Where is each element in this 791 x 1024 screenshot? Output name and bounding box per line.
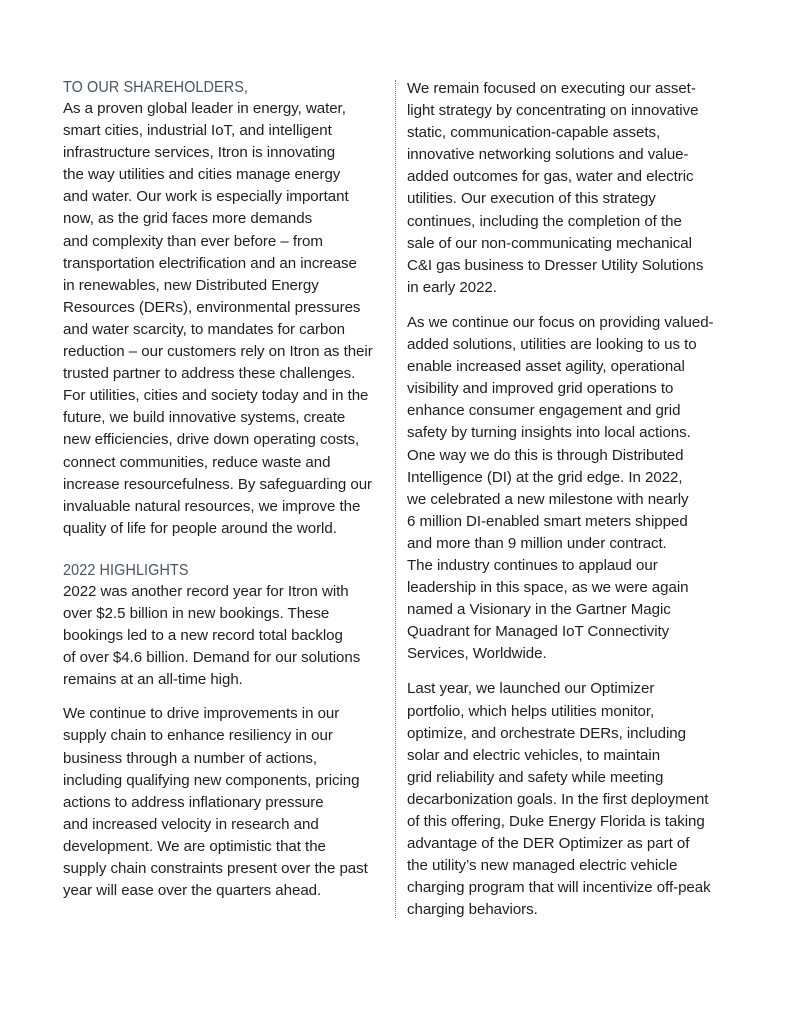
text-line: smart cities, industrial IoT, and intelligent bbox=[63, 122, 332, 140]
strategy-paragraph bbox=[407, 78, 732, 299]
text-line: and water scarcity, to mandates for carbon bbox=[63, 320, 346, 338]
text-line: enable increased asset agility, operational bbox=[407, 358, 685, 376]
optimizer-paragraph bbox=[407, 678, 732, 921]
text-line: increase resourcefulness. By safeguarding our bbox=[63, 475, 373, 493]
text-line: solar and electric vehicles, to maintain bbox=[407, 746, 661, 764]
text-line: year will ease over the quarters ahead. bbox=[63, 882, 322, 900]
text-line: Quadrant for Managed IoT Connectivity bbox=[407, 623, 670, 641]
text-line: advantage of the DER Optimizer as part of bbox=[407, 835, 690, 853]
text-line: continues, including the completion of the bbox=[407, 212, 682, 230]
text-line: 2022 was another record year for Itron with bbox=[63, 582, 349, 600]
text-line: The industry continues to applaud our bbox=[407, 556, 658, 574]
text-line: visibility and improved grid operations to bbox=[407, 380, 674, 398]
text-line: business through a number of actions, bbox=[63, 749, 318, 767]
text-line: safety by turning insights into local actions. bbox=[407, 424, 691, 442]
text-line: and water. Our work is especially important bbox=[63, 188, 349, 206]
text-line: now, as the grid faces more demands bbox=[63, 210, 313, 228]
text-line: transportation electrification and an increase bbox=[63, 254, 357, 272]
text-line: remains at an all-time high. bbox=[63, 671, 243, 689]
highlights-paragraph-1 bbox=[63, 581, 388, 691]
text-line: One way we do this is through Distributed bbox=[407, 446, 684, 464]
text-line: and more than 9 million under contract. bbox=[407, 534, 667, 552]
text-line: charging behaviors. bbox=[407, 901, 538, 919]
text-line: quality of life for people around the world. bbox=[63, 519, 337, 537]
text-line: of this offering, Duke Energy Florida is taking bbox=[407, 813, 705, 830]
text-line: C&I gas business to Dresser Utility Solutions bbox=[407, 256, 704, 274]
text-line: new efficiencies, drive down operating costs, bbox=[63, 431, 360, 449]
highlights-paragraph-2 bbox=[63, 703, 388, 902]
text-line: added outcomes for gas, water and electric bbox=[407, 168, 694, 186]
text-line: grid reliability and safety while meeting bbox=[407, 768, 664, 786]
text-line: reduction – our customers rely on Itron as their bbox=[63, 343, 373, 361]
text-line: optimize, and orchestrate DERs, including bbox=[407, 724, 686, 742]
shareholders-paragraph bbox=[63, 98, 388, 540]
left-column bbox=[63, 78, 388, 902]
text-line: sale of our non-communicating mechanical bbox=[407, 234, 692, 252]
text-line: in early 2022. bbox=[407, 278, 497, 296]
text-line: light strategy by concentrating on innovative bbox=[407, 102, 699, 120]
text-line: development. We are optimistic that the bbox=[63, 837, 326, 855]
text-line: infrastructure services, Itron is innovating bbox=[63, 144, 336, 162]
text-line: innovative networking solutions and value- bbox=[407, 146, 689, 164]
text-line: over $2.5 billion in new bookings. These bbox=[63, 604, 330, 622]
text-line: Intelligence (DI) at the grid edge. In 2022, bbox=[407, 468, 683, 486]
text-line: charging program that will incentivize off-peak bbox=[407, 879, 711, 897]
column-divider bbox=[395, 80, 396, 918]
text-line: leadership in this space, as we were again bbox=[407, 579, 689, 597]
text-line: the utility’s new managed electric vehicle bbox=[407, 857, 678, 875]
text-line: connect communities, reduce waste and bbox=[63, 453, 331, 471]
text-line: named a Visionary in the Gartner Magic bbox=[407, 601, 671, 619]
text-line: As a proven global leader in energy, water, bbox=[63, 100, 346, 117]
solutions-paragraph bbox=[407, 312, 732, 666]
text-line: supply chain to enhance resiliency in our bbox=[63, 727, 333, 745]
text-line: future, we build innovative systems, create bbox=[63, 409, 346, 427]
text-line: the way utilities and cities manage energy bbox=[63, 166, 341, 184]
text-line: Resources (DERs), environmental pressures bbox=[63, 298, 361, 316]
shareholders-heading: TO OUR SHAREHOLDERS, bbox=[63, 79, 249, 96]
text-line: and increased velocity in research and bbox=[63, 815, 319, 833]
text-line: For utilities, cities and society today and in the bbox=[63, 387, 369, 405]
text-line: As we continue our focus on providing valued- bbox=[407, 313, 714, 331]
right-column bbox=[407, 78, 732, 921]
text-line: supply chain constraints present over the past bbox=[63, 860, 368, 877]
text-line: We remain focused on executing our asset- bbox=[407, 80, 696, 97]
text-line: bookings led to a new record total backlog bbox=[63, 627, 343, 645]
text-line: Last year, we launched our Optimizer bbox=[407, 680, 655, 698]
text-line: including qualifying new components, pricing bbox=[63, 771, 360, 789]
text-line: 6 million DI-enabled smart meters shipped bbox=[407, 512, 688, 530]
text-line: static, communication-capable assets, bbox=[407, 124, 661, 142]
text-line: actions to address inflationary pressure bbox=[63, 793, 324, 811]
text-line: portfolio, which helps utilities monitor, bbox=[407, 702, 655, 720]
text-line: decarbonization goals. In the first deployment bbox=[407, 790, 709, 808]
text-line: invaluable natural resources, we improve the bbox=[63, 497, 361, 515]
text-line: We continue to drive improvements in our bbox=[63, 705, 340, 723]
text-line: we celebrated a new milestone with nearly bbox=[407, 490, 689, 508]
text-line: of over $4.6 billion. Demand for our solutions bbox=[63, 649, 361, 667]
text-line: enhance consumer engagement and grid bbox=[407, 402, 681, 420]
text-line: added solutions, utilities are looking to us to bbox=[407, 336, 697, 354]
text-line: in renewables, new Distributed Energy bbox=[63, 276, 319, 294]
text-line: utilities. Our execution of this strategy bbox=[407, 190, 656, 208]
text-line: trusted partner to address these challenges. bbox=[63, 365, 356, 383]
text-line: and complexity than ever before – from bbox=[63, 232, 323, 250]
highlights-heading: 2022 HIGHLIGHTS bbox=[63, 561, 189, 579]
text-line: Services, Worldwide. bbox=[407, 645, 547, 663]
